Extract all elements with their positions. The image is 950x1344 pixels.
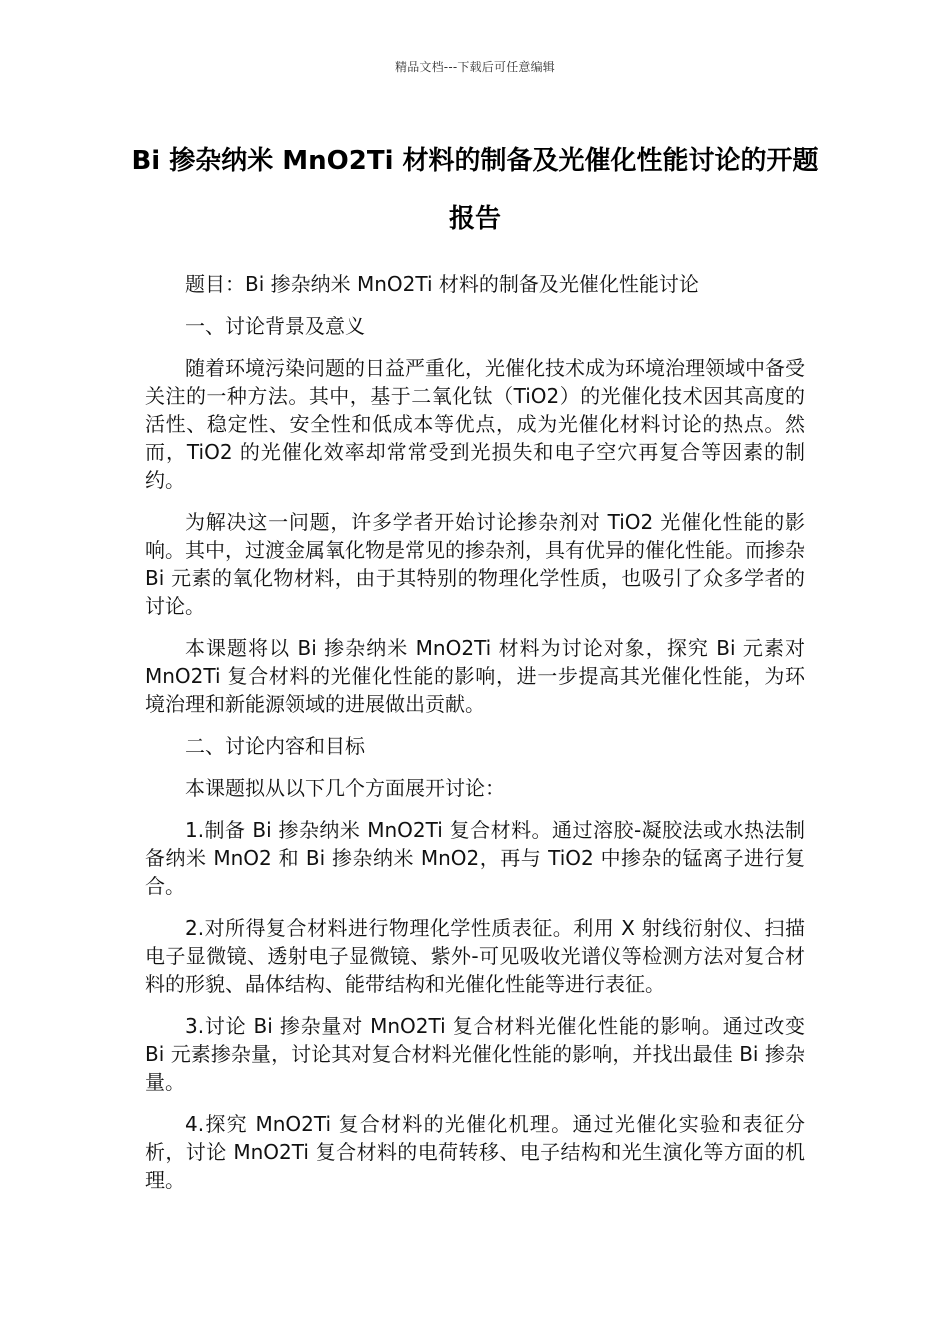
content-item-1: 1.制备 Bi 掺杂纳米 MnO2Ti 复合材料。通过溶胶-凝胶法或水热法制备纳米 MnO2 和 Bi 掺杂纳米 MnO2，再与 TiO2 中掺杂的锰离子进行复合。 bbox=[145, 818, 805, 898]
paragraph-background-2: 为解决这一问题，许多学者开始讨论掺杂剂对 TiO2 光催化性能的影响。其中，过渡金属氧化物是常见的掺杂剂，具有优异的催化性能。而掺杂 Bi 元素的氧化物材料，由于其特别的物理化学性质，也吸引了众多学者的讨论。 bbox=[145, 510, 805, 618]
paragraph-background-1: 随着环境污染问题的日益严重化，光催化技术成为环境治理领域中备受关注的一种方法。其中，基于二氧化钛（TiO2）的光催化技术因其高度的活性、稳定性、安全性和低成本等优点，成为光催化材料讨论的热点。然而，TiO2 的光催化效率却常常受到光损失和电子空穴再复合等因素的制约。 bbox=[145, 356, 805, 492]
content-item-3: 3.讨论 Bi 掺杂量对 MnO2Ti 复合材料光催化性能的影响。通过改变 Bi 元素掺杂量，讨论其对复合材料光催化性能的影响，并找出最佳 Bi 掺杂量。 bbox=[145, 1014, 805, 1094]
subject-line: 题目：Bi 掺杂纳米 MnO2Ti 材料的制备及光催化性能讨论 bbox=[185, 272, 699, 296]
document-body bbox=[145, 270, 805, 1208]
document-title: Bi 掺杂纳米 MnO2Ti 材料的制备及光催化性能讨论的开题报告 bbox=[131, 146, 819, 234]
content-intro: 本课题拟从以下几个方面展开讨论： bbox=[185, 776, 505, 800]
section-heading-content: 二、讨论内容和目标 bbox=[185, 734, 365, 758]
content-item-4: 4.探究 MnO2Ti 复合材料的光催化机理。通过光催化实验和表征分析，讨论 MnO2Ti 复合材料的电荷转移、电子结构和光生演化等方面的机理。 bbox=[145, 1112, 805, 1192]
paragraph-background-3: 本课题将以 Bi 掺杂纳米 MnO2Ti 材料为讨论对象，探究 Bi 元素对 MnO2Ti 复合材料的光催化性能的影响，进一步提高其光催化性能，为环境治理和新能源领域的进展做出贡献。 bbox=[145, 636, 805, 716]
header-note: 精品文档---下载后可任意编辑 bbox=[395, 60, 555, 74]
section-heading-background: 一、讨论背景及意义 bbox=[185, 314, 365, 338]
content-item-2: 2.对所得复合材料进行物理化学性质表征。利用 X 射线衍射仪、扫描电子显微镜、透射电子显微镜、紫外-可见吸收光谱仪等检测方法对复合材料的形貌、晶体结构、能带结构和光催化性能等进行表征。 bbox=[145, 916, 805, 996]
